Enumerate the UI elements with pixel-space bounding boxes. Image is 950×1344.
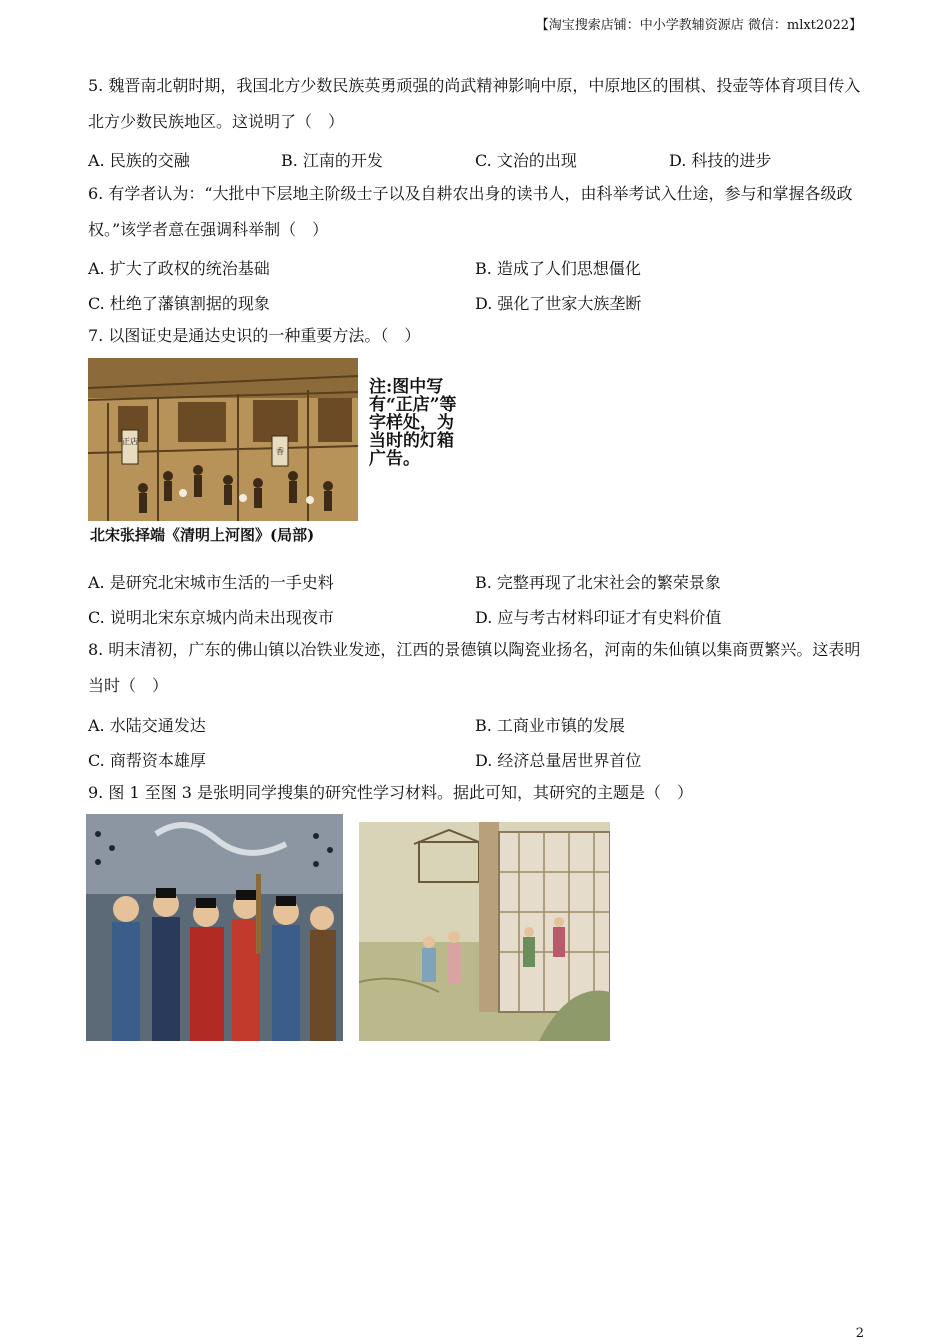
q5-option-b: B. 江南的开发	[281, 151, 383, 170]
q6-option-b: B. 造成了人们思想僵化	[475, 259, 641, 278]
figure-1-image	[86, 814, 343, 1041]
q5-option-c: C. 文治的出现	[475, 151, 577, 170]
q8-option-a: A. 水陆交通发达	[88, 716, 206, 735]
q7-option-d: D. 应与考古材料印证才有史料价值	[475, 608, 722, 627]
q8-option-b: B. 工商业市镇的发展	[475, 716, 625, 735]
q5-option-d: D. 科技的进步	[669, 151, 772, 170]
question-6-stem: 6. 有学者认为：“大批中下层地主阶级士子以及自耕农出身的读书人，由科举考试入仕途，参与和掌握各级政权。”该学者意在强调科举制（ ）	[88, 184, 853, 239]
q6-option-d: D. 强化了世家大族垄断	[475, 294, 642, 313]
q7-option-a: A. 是研究北宋城市生活的一手史料	[88, 573, 334, 592]
question-8-stem: 8. 明末清初，广东的佛山镇以冶铁业发迹，江西的景德镇以陶瓷业扬名，河南的朱仙镇以集商贾繁兴。这表明当时（ ）	[88, 640, 861, 695]
image-caption: 北宋张择端《清明上河图》(局部)	[90, 526, 315, 544]
page-number: 2	[855, 1326, 864, 1341]
q6-option-a: A. 扩大了政权的统治基础	[88, 259, 270, 278]
sign-xiang: 香	[276, 447, 284, 456]
sign-zheng: 正店	[122, 437, 138, 446]
question-7-stem: 7. 以图证史是通达史识的一种重要方法。（ ）	[88, 326, 421, 345]
figure-2-image	[359, 822, 610, 1041]
qingming-painting-image	[88, 358, 358, 521]
q6-option-c: C. 杜绝了藩镇割据的现象	[88, 294, 270, 313]
question-9-stem: 9. 图 1 至图 3 是张明同学搜集的研究性学习材料。据此可知，其研究的主题是（ ）	[88, 783, 694, 802]
page-header: 【淘宝搜索店铺：中小学教辅资源店 微信：mlxt2022】	[535, 18, 862, 33]
q7-option-c: C. 说明北宋东京城内尚未出现夜市	[88, 608, 334, 627]
question-5-stem: 5. 魏晋南北朝时期，我国北方少数民族英勇顽强的尚武精神影响中原，中原地区的围棋、投壶等体育项目传入北方少数民族地区。这说明了（ ）	[88, 76, 861, 131]
q7-option-b: B. 完整再现了北宋社会的繁荣景象	[475, 573, 721, 592]
q5-option-a: A. 民族的交融	[88, 151, 190, 170]
q8-option-c: C. 商帮资本雄厚	[88, 751, 206, 770]
q8-option-d: D. 经济总量居世界首位	[475, 751, 642, 770]
image-note: 注:图中写有“正店”等字样处，为当时的灯箱广告。	[369, 377, 457, 469]
